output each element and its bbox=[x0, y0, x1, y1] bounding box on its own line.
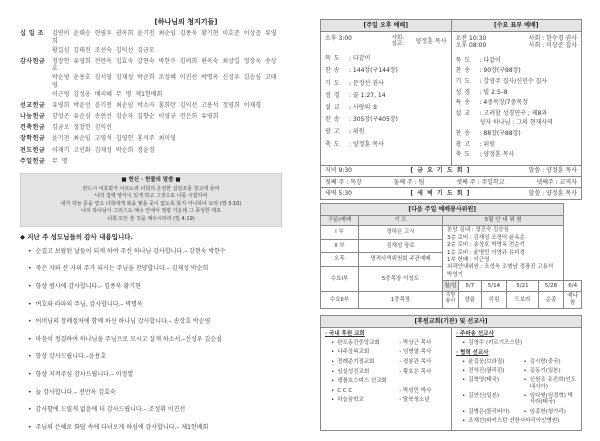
row-label-4: 수요I부 bbox=[321, 267, 359, 292]
row-label-1: I 부 bbox=[321, 226, 359, 240]
verse-line: 너희 모든 쓸 것을 채우시리라 (빌 4:19) bbox=[107, 215, 195, 222]
order-value: : 빌 2:5–8 bbox=[479, 88, 508, 96]
partner-missionary: • 김병은(몰리비아) bbox=[456, 409, 516, 416]
duty-row bbox=[321, 291, 582, 308]
resident-title: · 주파송 선교사 bbox=[456, 331, 577, 338]
order-value: : 양정훈 목사 bbox=[479, 151, 515, 159]
order-key: 성경 bbox=[455, 88, 474, 96]
offering-label: 주일헌금 bbox=[20, 157, 46, 165]
offering-names bbox=[52, 102, 282, 111]
order-key: 설교 bbox=[455, 110, 474, 117]
order-key: 축도 bbox=[325, 140, 343, 148]
guide-line: 2층 로비 : 송상호 박명옥 전순기 bbox=[447, 242, 525, 249]
month-label: 월/일 bbox=[443, 281, 459, 292]
offerings-title: [하나님의 청지기들] bbox=[154, 18, 218, 26]
order-key: 찬송 bbox=[325, 67, 343, 75]
offering-names bbox=[52, 147, 282, 156]
thanks-item: • 죽은 자와 산 자의 주가 되시는 주님을 찬양합니다.– 김재성 박순희 bbox=[28, 265, 282, 272]
verse-line: 나의 하나님이 그리스도 예수 안에서 영광 가운데 그 풍성한 대로 bbox=[81, 208, 221, 215]
sermon-subtitle: 성자 하나님 : 그의 현재사역 bbox=[479, 118, 553, 126]
wednesday-role-2: 사회 : 이상준 집사 bbox=[528, 42, 577, 50]
verse-box bbox=[20, 173, 282, 227]
order-key: 찬송 bbox=[455, 67, 474, 75]
weekly-rotation-row bbox=[321, 177, 582, 188]
duty-label: 주방 봉사 bbox=[443, 291, 459, 308]
date-5: 6/4 bbox=[564, 281, 582, 292]
duty-5: 예나함 bbox=[564, 291, 582, 308]
order-value: : 고려할 성경연구 ; 제8과 bbox=[479, 110, 548, 117]
row-prayer-5: 1중목장 bbox=[359, 291, 443, 308]
thanks-item: • 항상 범사에 감사합니다.– 김종욱 황기현 bbox=[28, 283, 282, 290]
partner-missionary: • 김동기(일본) bbox=[518, 368, 578, 375]
offering-label: 전도헌금 bbox=[20, 146, 46, 154]
date-2: 5/14 bbox=[481, 281, 507, 292]
order-item bbox=[325, 128, 447, 135]
offering-names-line: 이재기 고인화 김재성 박순희 정윤경 bbox=[52, 146, 155, 154]
offering-row bbox=[20, 158, 282, 167]
sponsor-name: • 하늘꿈학교 bbox=[337, 397, 364, 404]
wednesday-times bbox=[456, 35, 578, 49]
order-key: 찬송 bbox=[455, 129, 474, 137]
duty-1: 샬롬 bbox=[459, 291, 482, 308]
wednesday-time-1: 오전 10:30 bbox=[455, 35, 487, 43]
row-label-2: II 부 bbox=[321, 239, 359, 253]
partner-title: · 협력 선교사 bbox=[456, 350, 577, 357]
friday-prayer-time: 저녁 9:30 bbox=[325, 167, 352, 175]
partner-missionary: • 신원조 유진희(인도네시아) bbox=[518, 377, 578, 390]
friday-prayer-row bbox=[321, 165, 582, 176]
sponsors-box bbox=[320, 315, 582, 431]
domestic-sponsor bbox=[325, 349, 447, 356]
dawn-prayer-title: [ 새 벽 기 도 회 ] bbox=[410, 189, 471, 197]
order-item bbox=[325, 67, 447, 74]
partner-missionary: • 김혁영(태국) bbox=[456, 377, 516, 390]
order-value: : 4중목장/7중목장 bbox=[479, 99, 528, 107]
resident-missionary: • 김영수 (키르기즈스탄) bbox=[456, 340, 577, 347]
order-key: 광고 bbox=[325, 128, 343, 136]
partner-missionary: • 김연신(일본) bbox=[456, 393, 516, 406]
order-value: : 사랑의 ⑤ bbox=[349, 104, 378, 112]
offering-names bbox=[52, 158, 282, 167]
offering-names-line: 김연이 윤대승 현필우 권옥희 윤기천 최순임 김종욱 황기현 이호준 이상준 류영희 bbox=[52, 30, 277, 45]
order-value: : 양정훈 목사 bbox=[349, 140, 384, 148]
thanks-item: • 감사함에 드릴게 없음에 더 감사드립니다.– 조성휘 이진선 bbox=[28, 406, 282, 413]
guide-committee bbox=[443, 226, 564, 281]
order-item bbox=[456, 99, 578, 106]
thanks-item: • 여호와 라파의 주님, 감사합니다.– 박명옥 bbox=[28, 301, 282, 308]
offering-label: 선교헌금 bbox=[20, 101, 46, 109]
offerings-list bbox=[20, 30, 282, 167]
sponsor-name: • 전례준기점교회 bbox=[337, 358, 375, 365]
wednesday-header: [수요 표부 예배] bbox=[451, 20, 582, 32]
domestic-sponsor bbox=[325, 359, 447, 366]
week-4: 넷째주 : 교역자 bbox=[536, 178, 577, 186]
order-value: : 305장(구405장) bbox=[349, 116, 398, 124]
order-value: : 다같이 bbox=[349, 55, 371, 63]
thanks-title: ◆ 지난 주 성도님들의 감사 내용입니다. bbox=[20, 233, 133, 242]
missionaries bbox=[451, 328, 581, 430]
offering-names-line: 윤기천 최순임 고영석 김영헌 홍석주 최미영 bbox=[52, 135, 176, 143]
offering-names-line: 정장헌 유영희 전만옥 김효숙 강현숙 박한수 김려희 편옥숙 최상길 정장옥 송상호 bbox=[52, 57, 277, 73]
sponsor-pastor: - 탈북청소년 bbox=[399, 397, 430, 404]
friday-prayer-title: [ 금 요 기 도 회 ] bbox=[410, 167, 471, 175]
partner-missionary: • 임다윗(임경혁) 박사라(태국) bbox=[518, 393, 578, 406]
order-key: 묵도 bbox=[325, 55, 343, 63]
wednesday-role-1: 사회 : 한수경 권사 bbox=[528, 35, 577, 43]
order-key: 기도 bbox=[455, 77, 474, 85]
order-value: : 88장(구88장) bbox=[479, 129, 521, 137]
row-label-3: 오후 bbox=[321, 253, 359, 267]
verse-lines bbox=[25, 186, 277, 222]
order-key: 특송 bbox=[455, 99, 474, 107]
dawn-prayer-row bbox=[321, 188, 582, 199]
order-item bbox=[456, 57, 578, 64]
partner-missionary: • 윤길웅(브라질) bbox=[456, 359, 516, 366]
offering-label: 장학헌금 bbox=[20, 135, 46, 143]
offering-names-line: 김금오 정장헌 김익선 bbox=[52, 124, 112, 132]
sunday-pm-order bbox=[325, 55, 447, 148]
offering-names-line: 황길심 김태진 조선숙 김익선 김금모 bbox=[52, 46, 155, 54]
next-week-header: [다음 주일 예배봉사위원] bbox=[321, 203, 564, 215]
verse-line: 반드시 여호와가 이르노라 너희의 온전한 십일조를 창고에 들여 bbox=[82, 185, 220, 192]
wednesday-time-2: 오후 08:00 bbox=[455, 42, 487, 50]
row-prayer-2: 김재성 장로 bbox=[359, 239, 443, 253]
sponsor-pastor: - 황호은 목사 bbox=[399, 368, 432, 375]
offering-row bbox=[20, 135, 282, 144]
row-prayer-1: 정하은 고시 bbox=[359, 226, 443, 240]
order-key: 성경 bbox=[325, 91, 343, 99]
order-value: : 90장(구98장) bbox=[479, 67, 521, 75]
offering-label: 감사헌금 bbox=[20, 57, 46, 65]
partner-missionary: • 전석진(필리핀) bbox=[456, 368, 516, 375]
dawn-prayer-time: 새벽 5:30 bbox=[325, 189, 352, 197]
order-value: : 위원 bbox=[349, 128, 365, 136]
sponsor-name: • 생플호스피스 선교회 bbox=[337, 378, 387, 385]
offering-row bbox=[20, 102, 282, 111]
order-item bbox=[456, 67, 578, 74]
order-item bbox=[456, 110, 578, 117]
verse-title: ■ 헌신 · 헌물의 말씀 ■ bbox=[121, 177, 181, 184]
order-key: 광고 bbox=[455, 140, 474, 148]
order-key: 기도 bbox=[325, 79, 343, 87]
services-table bbox=[320, 19, 582, 200]
order-item bbox=[456, 151, 578, 158]
offering-row bbox=[20, 30, 282, 56]
week-3: 셋째 주 : 주일학교 bbox=[456, 178, 505, 186]
order-key: 설교 bbox=[325, 104, 343, 112]
order-key: 찬송 bbox=[325, 116, 343, 124]
offering-names bbox=[52, 58, 282, 100]
verse-line: 나의 집에 양식이 있게 하고 그것으로 나를 시험하여 bbox=[94, 193, 208, 200]
guide-line: 외곽안내위원 : 조성욱 조형남 정광진 고용석 박영기 bbox=[447, 264, 554, 278]
guide-line: 본당 실내 : 정진숙 김승심 bbox=[447, 227, 509, 234]
sunday-pm-roles: 사회: 설교: bbox=[391, 35, 405, 48]
offering-names bbox=[52, 124, 282, 133]
order-item bbox=[456, 130, 578, 137]
sunday-pm-time: 오후 3:00 bbox=[325, 35, 352, 43]
row-label-5: 수요II부 bbox=[321, 291, 359, 308]
offering-label: 십 일 조 bbox=[20, 30, 45, 38]
domestic-sponsors bbox=[321, 328, 451, 430]
thanks-item: • 마음이 청결하여 하나님을 주님으로 모시고 살게 하소서.–신성우 김승심 bbox=[28, 336, 282, 343]
offering-names-line: 강성곤 유순심 송현선 김순자 김향순 이영규 전은희 유영희 bbox=[52, 113, 219, 121]
date-3: 5/21 bbox=[507, 281, 538, 292]
date-1: 5/7 bbox=[459, 281, 482, 292]
order-key: 묵도 bbox=[455, 56, 474, 64]
sponsors-header: [후원교회(기관) 및 선교사] bbox=[321, 316, 581, 328]
thanks-item: • 항상 감사드립니다.–윤용호 bbox=[28, 353, 282, 360]
order-item bbox=[325, 92, 447, 99]
order-item bbox=[325, 104, 447, 111]
partner-missionary: • 김시랑(중국) bbox=[518, 359, 578, 366]
sponsor-pastor: - 정봉관 목사 bbox=[399, 358, 432, 365]
wednesday-order bbox=[456, 57, 578, 159]
order-item bbox=[325, 80, 447, 87]
offering-names bbox=[52, 135, 282, 144]
row-prayer-3: 명적사역위원회 주관예배 bbox=[359, 253, 443, 267]
order-value: : 위원 bbox=[479, 140, 496, 148]
offering-names-line: 유영희 박윤선 윤기천 최순임 박소자 홍희란 김익선 고용석 정영희 이재경 bbox=[52, 101, 262, 109]
verse-line: 내가 하늘 문을 열고 너희에게 복을 쌓을 곳이 없도록 붓지 아니하나 보라 (말 3:10) bbox=[60, 200, 242, 207]
offering-names-line: 박순영 윤용호 김서영 김재성 박순희 조성혜 이진선 박명옥 신성우 김승심 고태영 bbox=[52, 74, 277, 89]
thanks-item: • 순결고 보람된 날들이 되게 하여 주신 하나님 감사합니다.– 강현숙 박한수 bbox=[28, 248, 282, 255]
sunday-pm-leader: 양정훈 목사 bbox=[415, 37, 447, 45]
domestic-sponsor bbox=[325, 388, 447, 395]
order-item bbox=[325, 116, 447, 123]
col-prayer: 기 도 bbox=[359, 215, 443, 226]
thanks-item: • 어머님의 장례절차에 함께 하신 하나님 감사합니다.– 송상호 박순영 bbox=[28, 318, 282, 325]
friday-prayer-speaker: 말씀 : 양정훈 목사 bbox=[528, 167, 577, 175]
sponsor-pastor: - 박상근 목사 bbox=[399, 339, 432, 346]
sponsor-name: • 임실성진교회 bbox=[337, 368, 370, 375]
offering-row bbox=[20, 147, 282, 156]
order-value: : 문정선 권사 bbox=[349, 79, 384, 87]
sponsor-pastor: - 박성민 박사 bbox=[399, 387, 432, 394]
sunday-pm-header: [주일 오후 예배] bbox=[321, 20, 452, 32]
order-item bbox=[456, 78, 578, 85]
row-prayer-4: 5중목장 이청도 bbox=[359, 267, 443, 292]
partner-missionary: • 임종헌(헝가리) bbox=[518, 409, 578, 416]
offering-names bbox=[52, 30, 282, 56]
sponsor-name: • C C C bbox=[337, 387, 353, 394]
offering-row bbox=[20, 124, 282, 133]
thanks-item: • 항상 지켜주심 감사드립니다.– 이정열 bbox=[28, 371, 282, 378]
sunday-pm-time-row bbox=[325, 35, 447, 47]
order-value: : 144장(구144장) bbox=[349, 67, 398, 75]
sponsor-pastor: - 임병열 목사 bbox=[399, 349, 432, 356]
offering-row bbox=[20, 58, 282, 100]
sponsor-name: • 나주상복교회 bbox=[337, 349, 370, 356]
week-2: 둘째 주 : 팀 bbox=[393, 178, 425, 186]
order-item bbox=[325, 141, 447, 148]
offering-names-line: 이근영 김성웅 배지혜 무 명 제1헌배회 bbox=[52, 90, 163, 98]
right-page bbox=[320, 19, 582, 431]
order-item bbox=[456, 141, 578, 148]
duty-2: 히림 bbox=[481, 291, 507, 308]
domestic-sponsor bbox=[325, 397, 447, 404]
guide-line: 1층 로비 : 윤명민 이영규 유미경 bbox=[447, 249, 525, 256]
domestic-sponsor bbox=[325, 340, 447, 347]
order-item bbox=[325, 55, 447, 62]
offering-names-line: 무 명 bbox=[52, 157, 68, 165]
offering-label: 건축헌금 bbox=[20, 124, 46, 132]
thanks-list bbox=[20, 248, 282, 431]
wednesday-service bbox=[451, 32, 582, 166]
domestic-sponsor bbox=[325, 369, 447, 376]
domestic-sponsor bbox=[325, 378, 447, 385]
duty-3: 드보라 bbox=[507, 291, 538, 308]
order-value: : 다같이 bbox=[479, 56, 501, 64]
sponsor-name: • 완도동간중앙교회 bbox=[337, 339, 380, 346]
offering-names bbox=[52, 113, 282, 122]
guide-line: 1부 헌배 : 이근영 bbox=[447, 256, 490, 263]
order-item bbox=[456, 89, 578, 96]
week-1: 첫째 주 : 목장 bbox=[325, 178, 362, 186]
order-key: 축도 bbox=[455, 151, 474, 159]
duty-4: 순종 bbox=[538, 291, 564, 308]
col-service: 구분/예배 bbox=[321, 215, 359, 226]
partner-missionary: • 조재선(파키스탄 선한사마리아인병원) bbox=[456, 418, 577, 425]
order-value: : 강영주 집사/신민수 집사 bbox=[479, 77, 548, 85]
thanks-item: • 주님의 은혜로 화답 속에 다녀오게 하심에 감사합니다.– 제1헌배회 bbox=[28, 424, 282, 431]
guide-line: 3층 로비 : 김재성 조정익 윤옥순 bbox=[447, 234, 525, 241]
next-week-table bbox=[320, 203, 582, 310]
left-page bbox=[20, 18, 282, 441]
domestic-title: · 국내 후원 교회 bbox=[325, 331, 447, 338]
offering-label: 나눔헌금 bbox=[20, 113, 46, 121]
thanks-item: • 늘 감사합니다.– 전만옥 김효숙 bbox=[28, 389, 282, 396]
sunday-pm-service bbox=[321, 32, 452, 166]
offering-row bbox=[20, 113, 282, 122]
order-value: : 골 1:27, 14 bbox=[349, 91, 386, 99]
col-guide: 5월 안 내 위 원 bbox=[443, 215, 564, 226]
date-4: 5/28 bbox=[538, 281, 564, 292]
dawn-prayer-speaker: 말씀 : 양정훈 목사 bbox=[528, 189, 577, 197]
